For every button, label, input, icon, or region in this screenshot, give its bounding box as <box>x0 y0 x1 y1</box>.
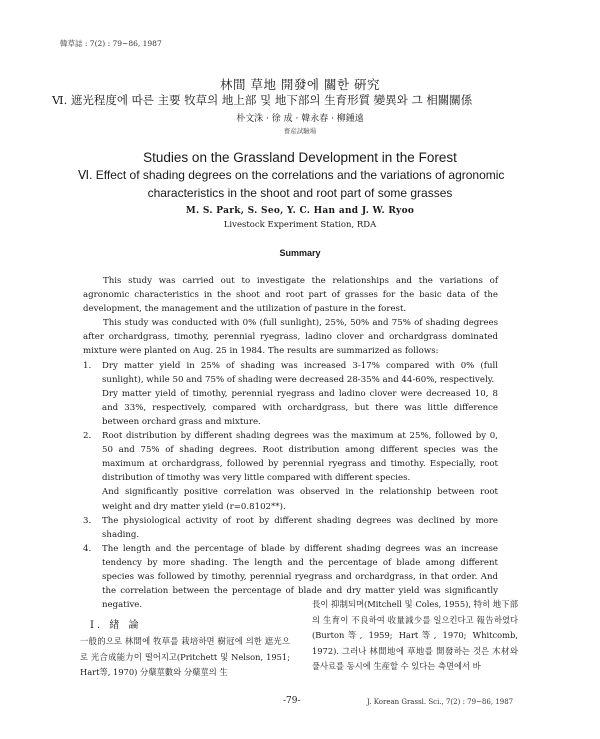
english-subtitle-line2: characteristics in the shoot and root part of some grasses <box>147 186 453 200</box>
summary-heading: Summary <box>279 248 321 258</box>
summary-item <box>83 429 498 485</box>
item-subparagraph: And significantly positive correlation was observed in the relationship between root weight and dry matter yield (r=0.8102**). <box>102 487 498 512</box>
item-number: 1. <box>83 360 92 371</box>
item-text: The length and the percentage of blade by different shading degrees was an increase tendency by more shading. The length and the percentage of blade among different species was followed by timothy, perennial ryegrass and orchardgrass, in that order. And the correlation between the percentage of blade and dry matter yield was significantly negative. <box>102 543 498 611</box>
english-subtitle-line1: Ⅵ. Effect of shading degrees on the correlations and the variations of agronomic <box>78 168 505 182</box>
korean-authors: 朴文洙 · 徐 成 · 韓永春 · 柳鍾遠 <box>236 114 364 124</box>
item-number: 3. <box>83 515 92 526</box>
summary-body <box>83 274 498 612</box>
summary-item <box>83 514 498 542</box>
page-number: -79- <box>283 696 301 706</box>
intro-paragraph: 長이 抑制되며(Mitchell 및 Coles, 1955), 特히 地下部의 生育이 不良하여 收量減少를 일으킨다고 報告하였다(Burton等, 1959; Hart等, 1970; Whitcomb, 1972). 그러나 林間地에 草地를 開發하는 것은 木材와 풀사료를 동시에 生産할 수 있다는 측면에서 바 <box>312 599 518 671</box>
item-number: 4. <box>83 543 92 554</box>
journal-reference: 韓草誌 : 7(2) : 79~86, 1987 <box>60 39 162 48</box>
korean-subtitle: Ⅵ. 遮光程度에 따른 主要 牧草의 地上部 및 地下部의 生育形質 變異와 그 相關關係 <box>52 93 473 107</box>
korean-affiliation: 畜産試驗場 <box>283 127 317 135</box>
korean-title: 林間 草地 開發에 關한 硏究 <box>219 77 381 92</box>
english-title: Studies on the Grassland Development in the Forest <box>143 150 457 165</box>
english-authors: M. S. Park, S. Seo, Y. C. Han and J. W. Ryoo <box>185 206 415 216</box>
section-heading-introduction: Ⅰ. 緖 論 <box>90 620 142 631</box>
item-text: Dry matter yield in 25% of shading was increased 3-17% compared with 0% (full sunlight), while 50 and 75% of shading were decreased 28-35% and 44-60%, respectively. <box>102 360 498 385</box>
intro-paragraph: 一般的으로 林間에 牧草를 栽培하면 樹冠에 의한 遮光으로 光合成能力이 떨어지고(Pritchett 및 Nelson, 1951; Hart等, 1970) 分蘖莖數와 分蘖莖의 生 <box>80 636 290 677</box>
summary-paragraph: This study was carried out to investigate the relationships and the variations of agronomic characteristics in the shoot and root part of grasses for the basic data of the development, the management and the utilization of pasture in the forest. <box>83 276 498 315</box>
item-number: 2. <box>83 431 92 442</box>
intro-left-column <box>80 634 290 681</box>
item-text: The physiological activity of root by different shading degrees was declined by more shading. <box>102 515 498 540</box>
item-subparagraph: Dry matter yield of timothy, perennial ryegrass and ladino clover were decreased 10, 8 and 33%, respectively, compared with orchardgrass, but there was little difference between orchard grass and mixture. <box>102 388 498 427</box>
summary-item <box>83 359 498 387</box>
item-text: Root distribution by different shading degrees was the maximum at 25%, followed by 0, 50 and 75% of shading degrees. Root distribution among different species was the maximum at orchardgrass, followed by perennial ryegrass and timothy. Especially, root distribution of timothy was very little compared with different species. <box>102 431 498 484</box>
footer-journal: J. Korean Grassl. Sci., 7(2) : 79~86, 1987 <box>367 698 514 706</box>
intro-right-column <box>312 597 518 675</box>
summary-paragraph: This study was conducted with 0% (full sunlight), 25%, 50% and 75% of shading degrees after orchardgrass, timothy, perennial ryegrass, ladino clover and orchardgrass dominated mixture were planted on Aug. 25 in 1984. The results are summarized as follows: <box>83 318 498 357</box>
english-affiliation: Livestock Experiment Station, RDA <box>223 220 377 230</box>
